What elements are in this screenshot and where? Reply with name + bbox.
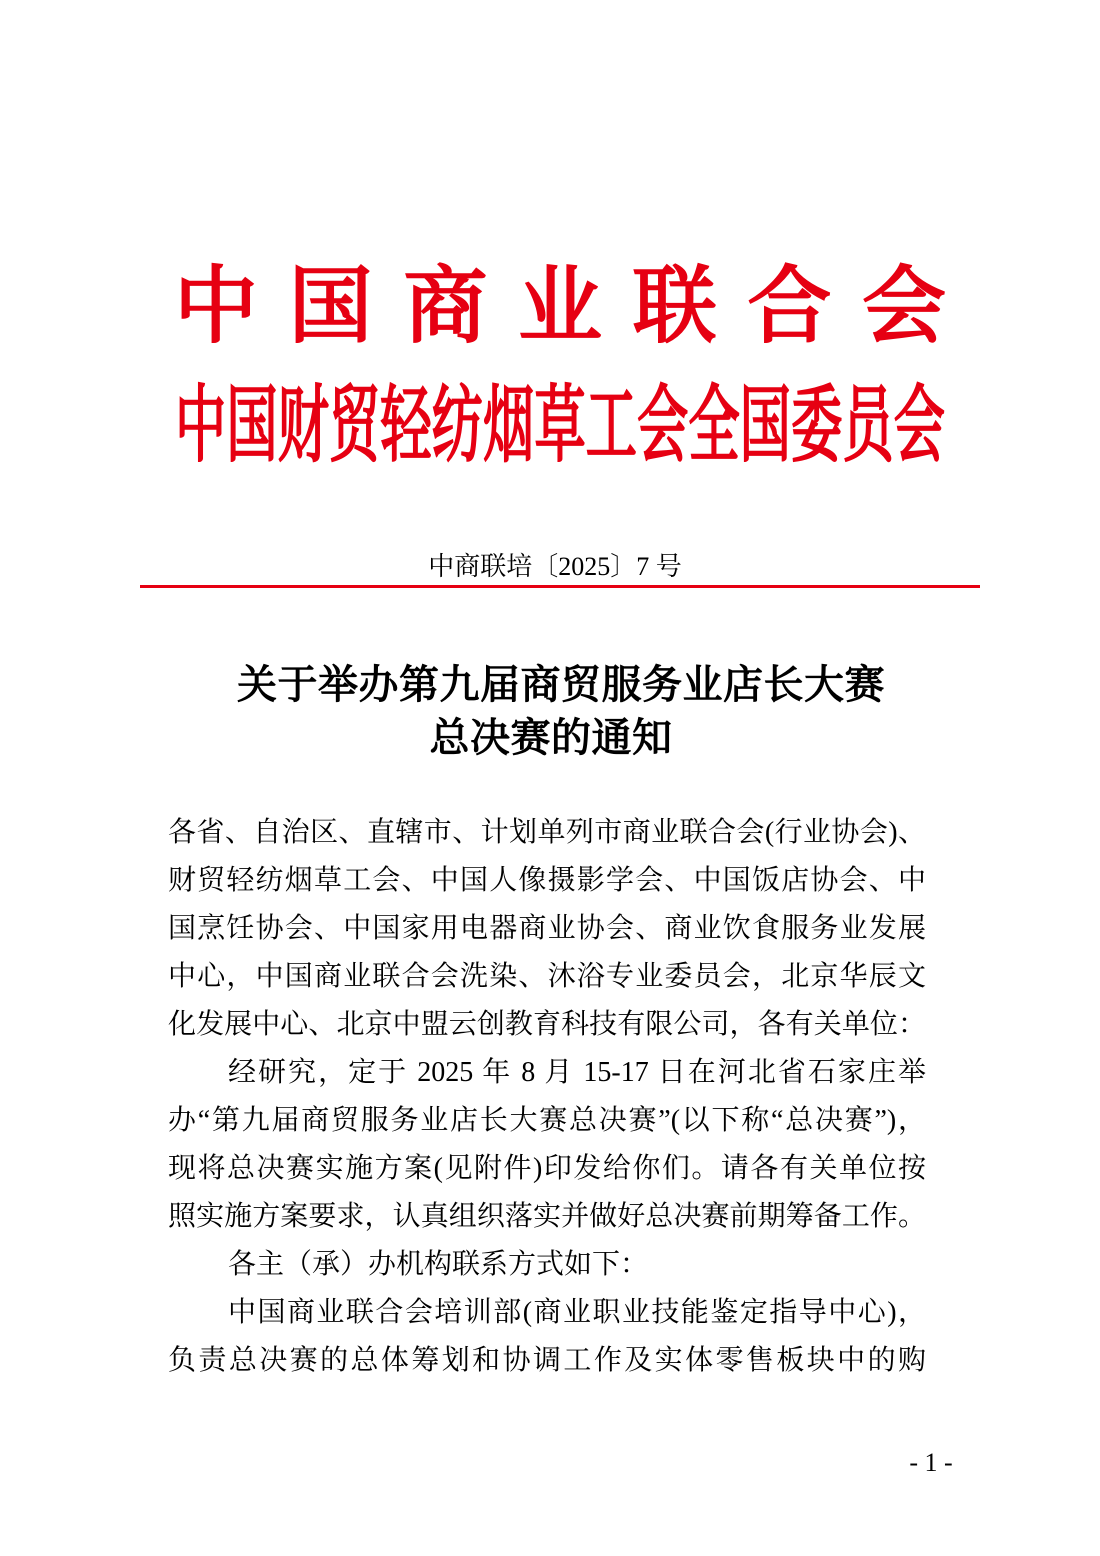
addressee-line: 中心，中国商业联合会洗染、沐浴专业委员会，北京华辰文	[168, 961, 926, 992]
page-number: - 1 -	[909, 1448, 953, 1477]
addressee-line: 国烹饪协会、中国家用电器商业协会、商业饮食服务业发展	[168, 913, 926, 944]
notice-title-line-1: 关于举办第九届商贸服务业店长大赛	[237, 662, 885, 707]
notice-title-line-2: 总决赛的通知	[429, 715, 673, 760]
addressee-line: 化发展中心、北京中盟云创教育科技有限公司，各有关单位：	[168, 1009, 926, 1040]
issuer-name-secondary	[175, 370, 947, 470]
addressee-line: 财贸轻纺烟草工会、中国人像摄影学会、中国饭店协会、中	[168, 865, 926, 896]
paragraph-line: 中国商业联合会培训部(商业职业技能鉴定指导中心)，	[228, 1297, 926, 1328]
document-number: 中商联培〔2025〕7 号	[428, 552, 682, 581]
paragraph-line: 负责总决赛的总体筹划和协调工作及实体零售板块中的购	[168, 1345, 926, 1376]
paragraph-line: 经研究，定于 2025 年 8 月 15-17 日在河北省石家庄举	[228, 1057, 926, 1088]
paragraph-line: 现将总决赛实施方案(见附件)印发给你们。请各有关单位按	[168, 1153, 926, 1184]
issuer-name-primary: 中国商业联合会	[174, 261, 946, 354]
red-divider	[140, 585, 980, 588]
paragraph-line: 照实施方案要求，认真组织落实并做好总决赛前期筹备工作。	[168, 1201, 926, 1232]
addressee-line: 各省、自治区、直辖市、计划单列市商业联合会(行业协会)、	[168, 817, 926, 848]
paragraph-line: 各主（承）办机构联系方式如下：	[228, 1249, 649, 1280]
issuer-name-secondary-text: 中国财贸轻纺烟草工会全国委员会	[175, 380, 945, 470]
paragraph-line: 办“第九届商贸服务业店长大赛总决赛”(以下称“总决赛”)，	[168, 1105, 926, 1136]
